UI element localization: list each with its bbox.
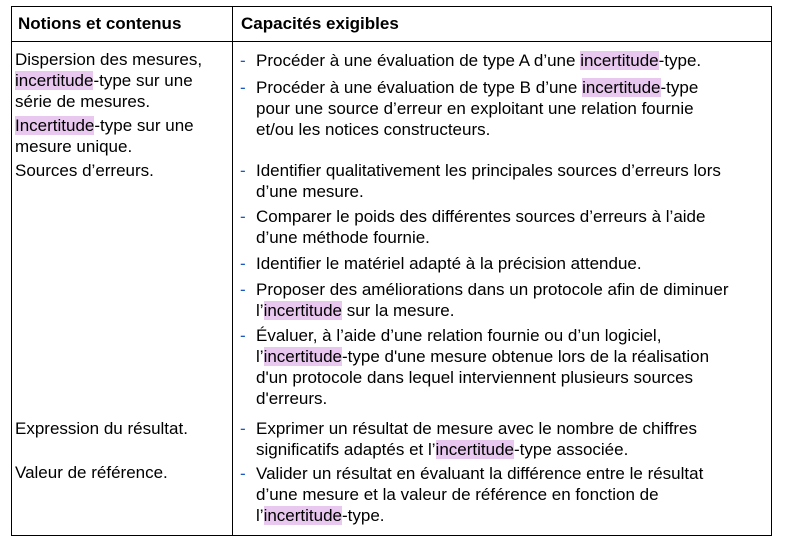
curriculum-table xyxy=(11,6,772,536)
notion-text: Expression du résultat. xyxy=(15,419,188,438)
capacity-item xyxy=(240,253,770,274)
notion-sources-erreurs xyxy=(15,160,227,181)
capacity-line: d'un protocole dans lequel interviennent plusieurs sources xyxy=(256,368,694,387)
capacity-item xyxy=(240,206,770,248)
capacity-line: l’ xyxy=(256,347,264,366)
capacity-line: l’ xyxy=(256,506,264,525)
highlighted-term: incertitude xyxy=(15,71,94,90)
notion-valeur-reference xyxy=(15,462,227,483)
notion-dispersion xyxy=(15,49,227,112)
capacity-text xyxy=(256,418,770,460)
notion-text: mesure unique. xyxy=(15,137,133,156)
capacity-line: d’une mesure et la valeur de référence en fonction de xyxy=(256,485,659,504)
capacity-text xyxy=(256,253,770,274)
capacity-text xyxy=(256,160,770,202)
notion-text: -type sur une xyxy=(93,71,193,90)
capacity-line: d'erreurs. xyxy=(256,389,328,408)
capacity-line xyxy=(256,300,770,321)
header-notions: Notions et contenus xyxy=(18,14,182,33)
bullet-dash: - xyxy=(240,254,246,273)
capacity-line: significatifs adaptés et l’ xyxy=(256,440,436,459)
highlighted-term: incertitude xyxy=(435,440,514,459)
capacity-item xyxy=(240,463,770,526)
notion-text: série de mesures. xyxy=(15,92,151,111)
bullet-dash: - xyxy=(240,161,246,180)
capacity-text xyxy=(256,50,770,71)
capacity-line: d’une méthode fournie. xyxy=(256,228,430,247)
capacity-line xyxy=(256,346,770,367)
capacity-item xyxy=(240,325,770,409)
capacity-line: Évaluer, à l’aide d’une relation fournie ou d’un logiciel, xyxy=(256,326,662,345)
capacity-line: -type d'une mesure obtenue lors de la réalisation xyxy=(342,347,710,366)
capacity-item xyxy=(240,418,770,460)
notion-expression xyxy=(15,418,227,439)
notion-text: Sources d’erreurs. xyxy=(15,161,154,180)
bullet-dash: - xyxy=(240,419,246,438)
column-divider xyxy=(232,7,233,535)
capacity-line: Proposer des améliorations dans un protocole afin de diminuer xyxy=(256,280,729,299)
capacity-text xyxy=(256,77,770,140)
notion-mesure-unique xyxy=(15,115,227,157)
capacity-text xyxy=(256,325,770,409)
capacity-line: -type. xyxy=(658,51,702,70)
capacity-item xyxy=(240,77,770,140)
capacity-line xyxy=(256,439,770,460)
capacity-line: Identifier le matériel adapté à la précision attendue. xyxy=(256,254,642,273)
bullet-dash: - xyxy=(240,207,246,226)
capacity-line: -type xyxy=(660,78,699,97)
capacity-text xyxy=(256,279,770,321)
highlighted-term: incertitude xyxy=(263,301,342,320)
capacity-line: Comparer le poids des différentes sources d’erreurs à l’aide xyxy=(256,207,706,226)
capacity-item xyxy=(240,50,770,71)
capacity-line: Identifier qualitativement les principales sources d’erreurs lors xyxy=(256,161,721,180)
highlighted-term: incertitude xyxy=(582,78,661,97)
notion-text xyxy=(15,115,227,136)
capacity-line: -type associée. xyxy=(513,440,629,459)
header-divider xyxy=(12,41,771,42)
capacity-item xyxy=(240,160,770,202)
capacity-text xyxy=(256,206,770,248)
highlighted-term: incertitude xyxy=(263,347,342,366)
capacity-line: Procéder à une évaluation de type A d’une xyxy=(256,51,576,70)
highlighted-term: incertitude xyxy=(263,506,342,525)
capacity-line: Valider un résultat en évaluant la différence entre le résultat xyxy=(256,464,704,483)
notion-text: Dispersion des mesures, xyxy=(15,50,203,69)
bullet-dash: - xyxy=(240,464,246,483)
capacity-line: -type. xyxy=(342,506,385,525)
capacity-item xyxy=(240,279,770,321)
header-capacites: Capacités exigibles xyxy=(241,14,399,33)
bullet-dash: - xyxy=(240,280,246,299)
highlighted-term: Incertitude xyxy=(15,116,95,135)
capacity-line: Procéder à une évaluation de type B d’une xyxy=(256,78,578,97)
capacity-line: Exprimer un résultat de mesure avec le nombre de chiffres xyxy=(256,419,697,438)
notion-text: Valeur de référence. xyxy=(15,463,168,482)
bullet-dash: - xyxy=(240,78,246,97)
bullet-dash: - xyxy=(240,51,246,70)
notion-text xyxy=(15,70,227,91)
bullet-dash: - xyxy=(240,326,246,345)
capacity-line: sur la mesure. xyxy=(342,301,455,320)
capacity-line: pour une source d’erreur en exploitant une relation fournie xyxy=(256,99,694,118)
capacity-line: et/ou les notices constructeurs. xyxy=(256,120,491,139)
highlighted-term: incertitude xyxy=(580,51,659,70)
capacity-line xyxy=(256,505,770,526)
capacity-line xyxy=(256,77,770,98)
capacity-text xyxy=(256,463,770,526)
capacity-line: l’ xyxy=(256,301,264,320)
capacity-line: d’une mesure. xyxy=(256,182,364,201)
notion-text: -type sur une xyxy=(94,116,194,135)
